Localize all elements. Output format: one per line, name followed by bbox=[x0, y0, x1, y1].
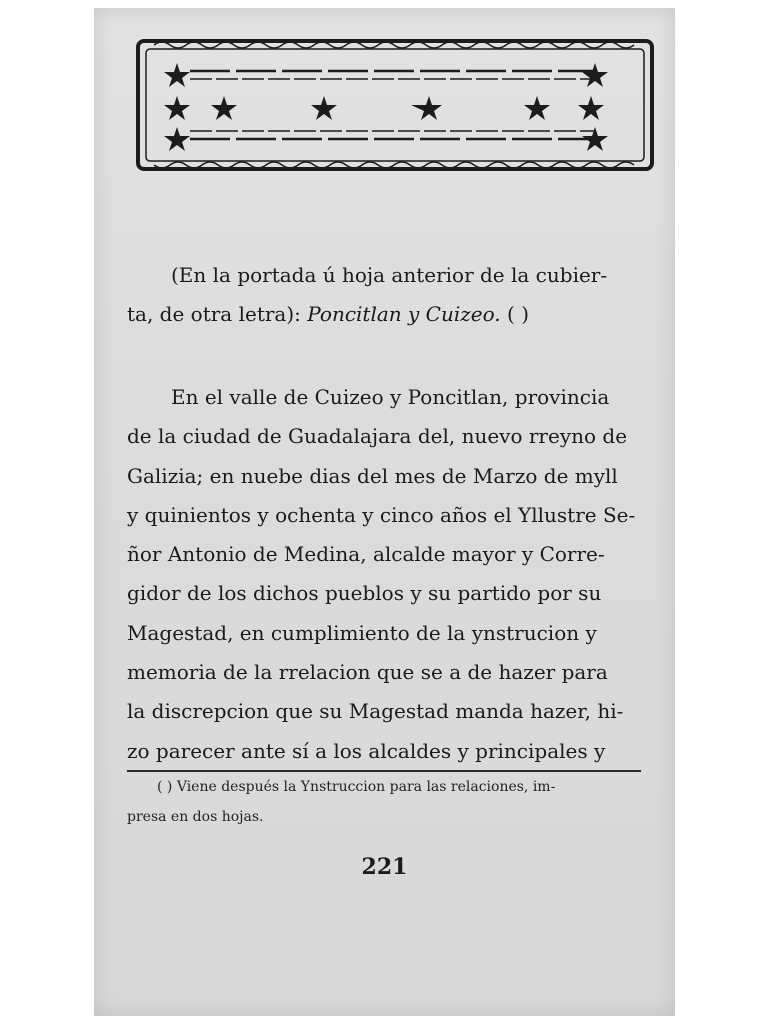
intro-paragraph bbox=[127, 256, 647, 335]
body-line: Magestad, en cumplimiento de la ynstrucion y bbox=[127, 620, 597, 645]
intro-line-2-prefix: ta, de otra letra): bbox=[127, 302, 308, 327]
body-line: En el valle de Cuizeo y Poncitlan, provincia bbox=[171, 385, 610, 409]
decorative-header-ornament bbox=[134, 35, 656, 175]
body-line: ñor Antonio de Medina, alcalde mayor y Corre- bbox=[127, 542, 605, 567]
body-line: de la ciudad de Guadalajara del, nuevo rreyno de bbox=[127, 424, 628, 449]
star-icon bbox=[578, 96, 604, 120]
intro-line-2 bbox=[127, 295, 647, 334]
body-line: memoria de la rrelacion que se a de hazer para bbox=[127, 660, 608, 685]
book-page bbox=[94, 8, 675, 1016]
star-icon bbox=[164, 63, 190, 87]
star-icon bbox=[211, 96, 237, 120]
star-icon bbox=[164, 127, 190, 151]
body-paragraph bbox=[127, 378, 647, 771]
star-icon bbox=[411, 96, 442, 120]
footnote bbox=[127, 772, 643, 832]
body-line: la discrepcion que su Magestad manda hazer, hi- bbox=[127, 699, 624, 724]
body-line: Galizia; en nuebe dias del mes de Marzo de myll bbox=[127, 463, 618, 488]
footnote-line-2: presa en dos hojas. bbox=[127, 809, 264, 825]
intro-place-names: Poncitlan y Cuizeo. bbox=[307, 302, 501, 327]
footnote-line-1: ( ) Viene después la Ynstruccion para las relaciones, im- bbox=[157, 779, 556, 795]
page-number: 221 bbox=[361, 854, 408, 880]
footnote-marker: ( ) bbox=[500, 302, 529, 327]
body-line: zo parecer ante sí a los alcaldes y principales y bbox=[127, 738, 606, 763]
star-icon bbox=[311, 96, 337, 120]
star-icon bbox=[524, 96, 550, 120]
star-icon bbox=[164, 96, 190, 120]
body-line: y quinientos y ochenta y cinco años el Yllustre Se- bbox=[127, 502, 636, 527]
intro-line-1: (En la portada ú hoja anterior de la cubier- bbox=[171, 263, 608, 287]
star-icon bbox=[582, 63, 608, 87]
body-line: gidor de los dichos pueblos y su partido por su bbox=[127, 581, 602, 606]
